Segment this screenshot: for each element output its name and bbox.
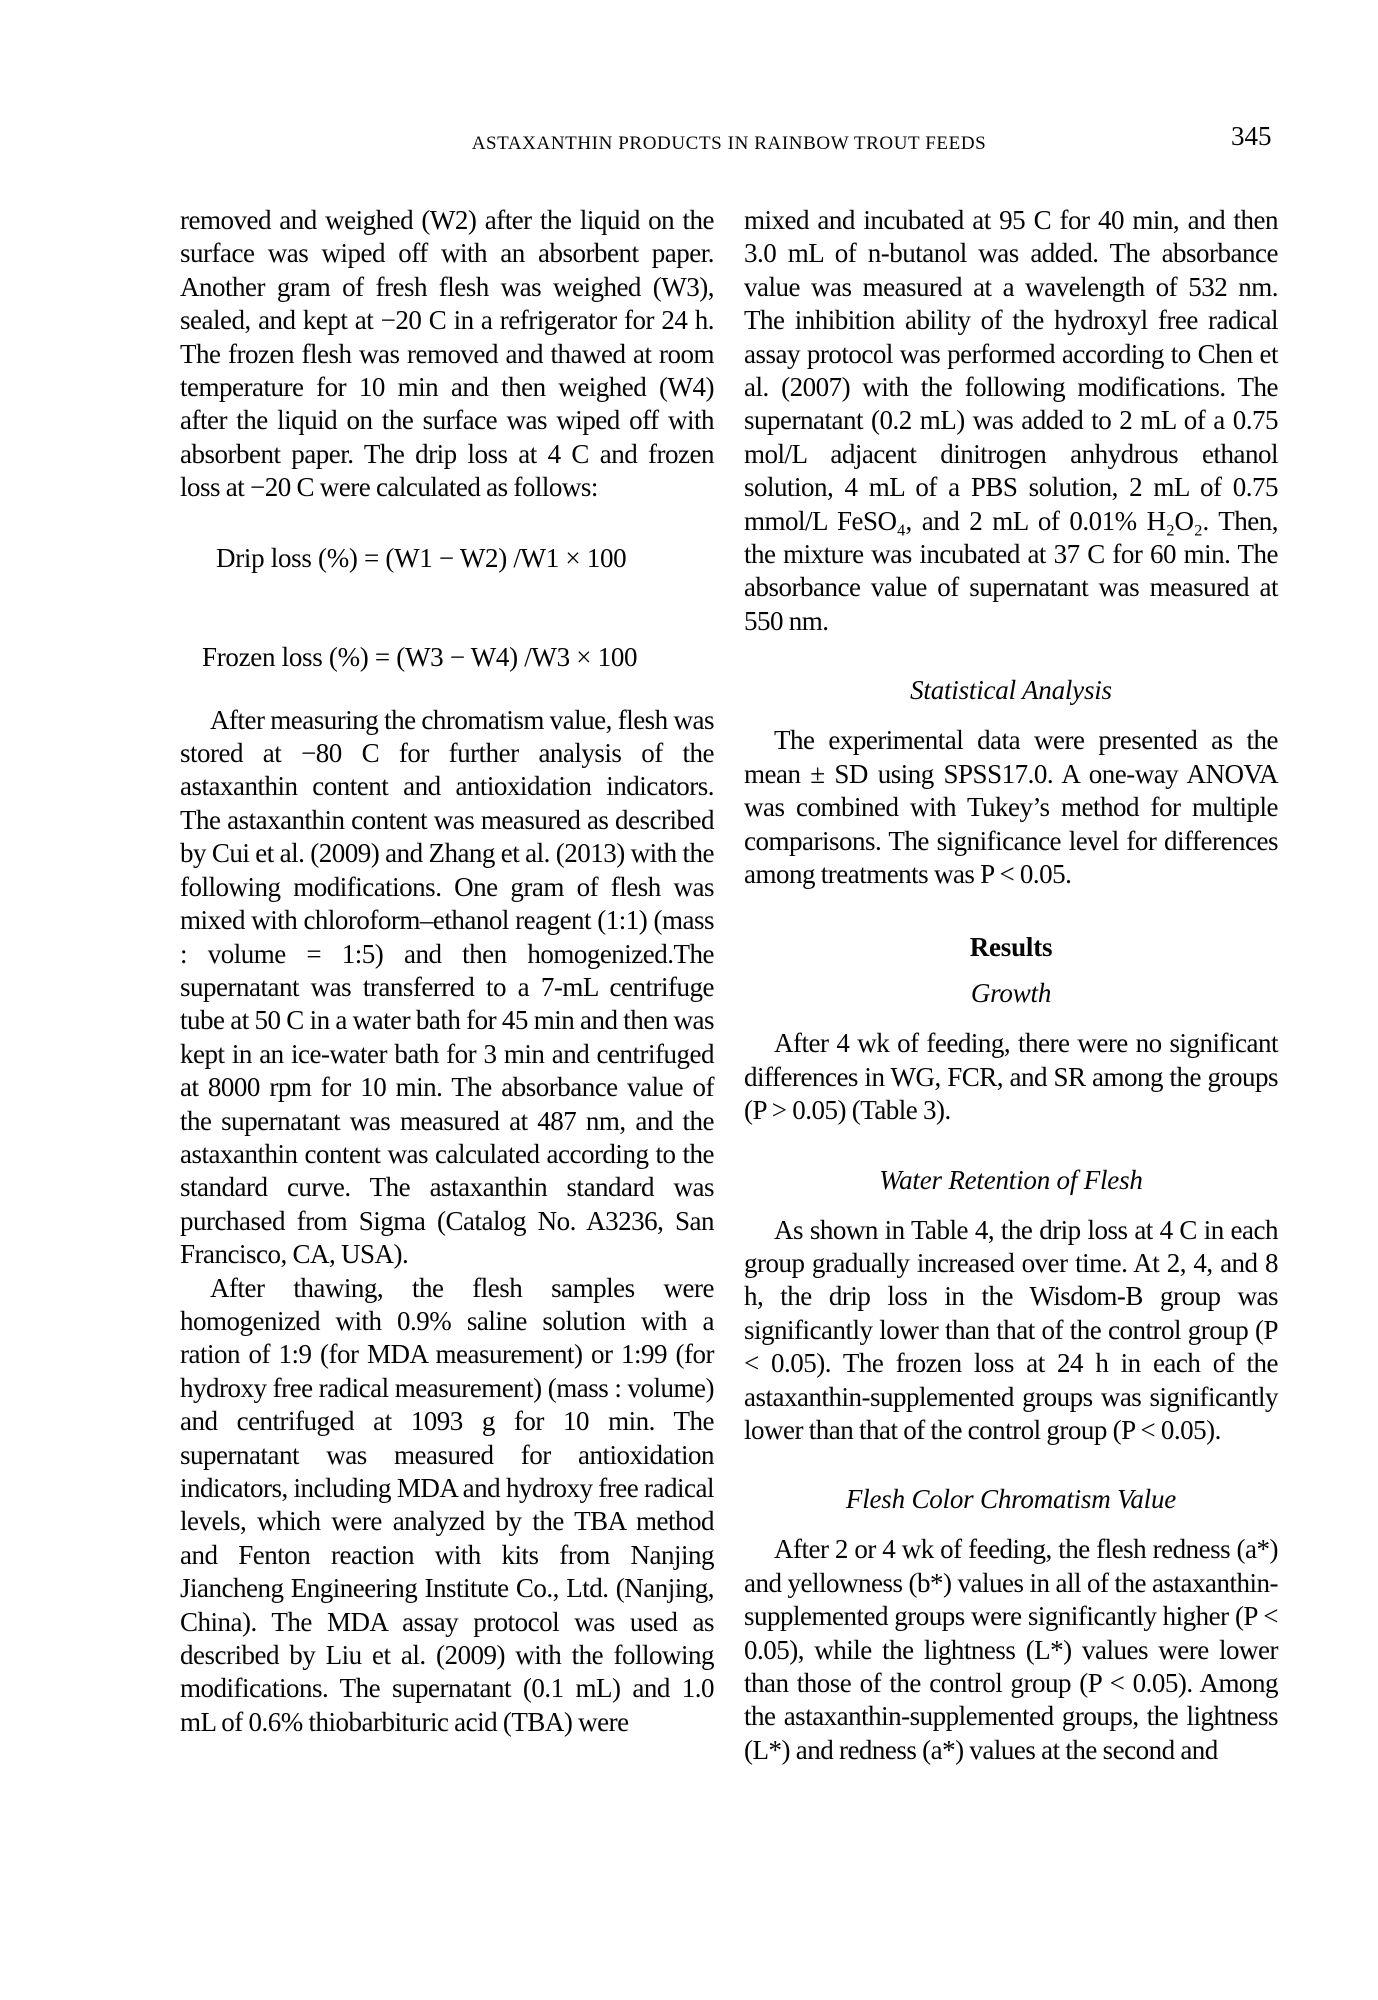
paragraph-mda-assay-method: mixed and incubated at 95 C for 40 min, and then 3.0 mL of n-butanol was added. The absorbance value was measured at a wavelength of 532 nm. The inhibition ability of the hydroxyl free radical assay protocol was performed according to Chen et al. (2007) with the following modifications. The supernatant (0.2 mL) was added to 2 mL of a 0.75 mol/L adjacent dinitrogen anhydrous ethanol solution, 4 mL of a PBS solution, 2 mL of 0.75 mmol/L FeSO₄, and 2 mL of 0.01% H₂O₂. Then, the mixture was incubated at 37 C for 60 min. The absorbance value of supernatant was measured at 550 nm. — [744, 205, 1278, 636]
heading-statistical-analysis: Statistical Analysis — [910, 675, 1112, 706]
page-number: 345 — [1231, 121, 1272, 151]
paragraph-astaxanthin-content-method: After measuring the chromatism value, flesh was stored at −80 C for further analysis of the astaxanthin content and antioxidation indicators. The astaxanthin content was measured as described by Cui et al. (2009) and Zhang et al. (2013) with the following modifications. One gram of flesh was mixed with chloroform–ethanol reagent (1:1) (mass : volume = 1:5) and then homogenized.The supernatant was transferred to a 7-mL centrifuge tube at 50 C in a water bath for 45 min and then was kept in an ice-water bath for 3 min and centrifuged at 8000 rpm for 10 min. The absorbance value of the supernatant was measured at 487 nm, and the astaxanthin content was calculated according to the standard curve. The astaxanthin standard was purchased from Sigma (Catalog No. A3236, San Francisco, CA, USA). — [180, 704, 714, 1270]
left-column — [180, 204, 714, 1739]
paragraph-water-retention-method: removed and weighed (W2) after the liquid on the surface was wiped off with an absorbent paper. Another gram of fresh flesh was weighed (W3), sealed, and kept at −20 C in a refrigerator for 24 h. The frozen flesh was removed and thawed at room temperature for 10 min and then weighed (W4) after the liquid on the surface was wiped off with absorbent paper. The drip loss at 4 C and frozen loss at −20 C were calculated as follows: — [180, 205, 714, 503]
heading-flesh-color-chromatism-value: Flesh Color Chromatism Value — [845, 1484, 1177, 1515]
heading-water-retention-of-flesh: Water Retention of Flesh — [879, 1164, 1143, 1195]
heading-results: Results — [969, 932, 1053, 963]
paragraph-antioxidation-method: After thawing, the flesh samples were homogenized with 0.9% saline solution with a ration of 1:9 (for MDA measurement) or 1:99 (for hydroxy free radical measurement) (mass : volume) and centrifuged at 1093 g for 10 min. The supernatant was measured for antioxidation indicators, including MDA and hydroxy free radical levels, which were analyzed by the TBA method and Fenton reaction with kits from Nanjing Jiancheng Engineering Institute Co., Ltd. (Nanjing, China). The MDA assay protocol was used as described by Liu et al. (2009) with the following modifications. The supernatant (0.1 mL) and 1.0 mL of 0.6% thiobarbituric acid (TBA) were — [180, 1272, 714, 1737]
paragraph-growth: After 4 wk of feeding, there were no significant differences in WG, FCR, and SR among the groups (P > 0.05) (Table 3). — [744, 1028, 1278, 1126]
paragraph-water-retention-results: As shown in Table 4, the drip loss at 4 C in each group gradually increased over time. At 2, 4, and 8 h, the drip loss in the Wisdom-B group was significantly lower than that of the control group (P < 0.05). The frozen loss at 24 h in each of the astaxanthin-supplemented groups was significantly lower than that of the control group (P < 0.05). — [744, 1214, 1278, 1445]
paragraph-statistical-analysis: The experimental data were presented as the mean ± SD using SPSS17.0. A one-way ANOVA was combined with Tukey’s method for multiple comparisons. The significance level for differences among treatments was P < 0.05. — [744, 725, 1278, 889]
two-column-text-block — [180, 204, 1278, 1767]
running-title: ASTAXANTHIN PRODUCTS IN RAINBOW TROUT FEEDS — [471, 133, 987, 154]
equation-frozen-loss: Frozen loss (%) = (W3 − W4) /W3 × 100 — [202, 641, 638, 672]
equation-drip-loss: Drip loss (%) = (W1 − W2) /W1 × 100 — [216, 542, 627, 573]
right-column — [744, 204, 1278, 1767]
paragraph-flesh-color-results: After 2 or 4 wk of feeding, the flesh redness (a*) and yellowness (b*) values in all of the astaxanthin-supplemented groups were significantly higher (P < 0.05), while the lightness (L*) values were lower than those of the control group (P < 0.05). Among the astaxanthin-supplemented groups, the lightness (L*) and redness (a*) values at the second and — [744, 1534, 1278, 1765]
heading-growth: Growth — [970, 978, 1052, 1009]
